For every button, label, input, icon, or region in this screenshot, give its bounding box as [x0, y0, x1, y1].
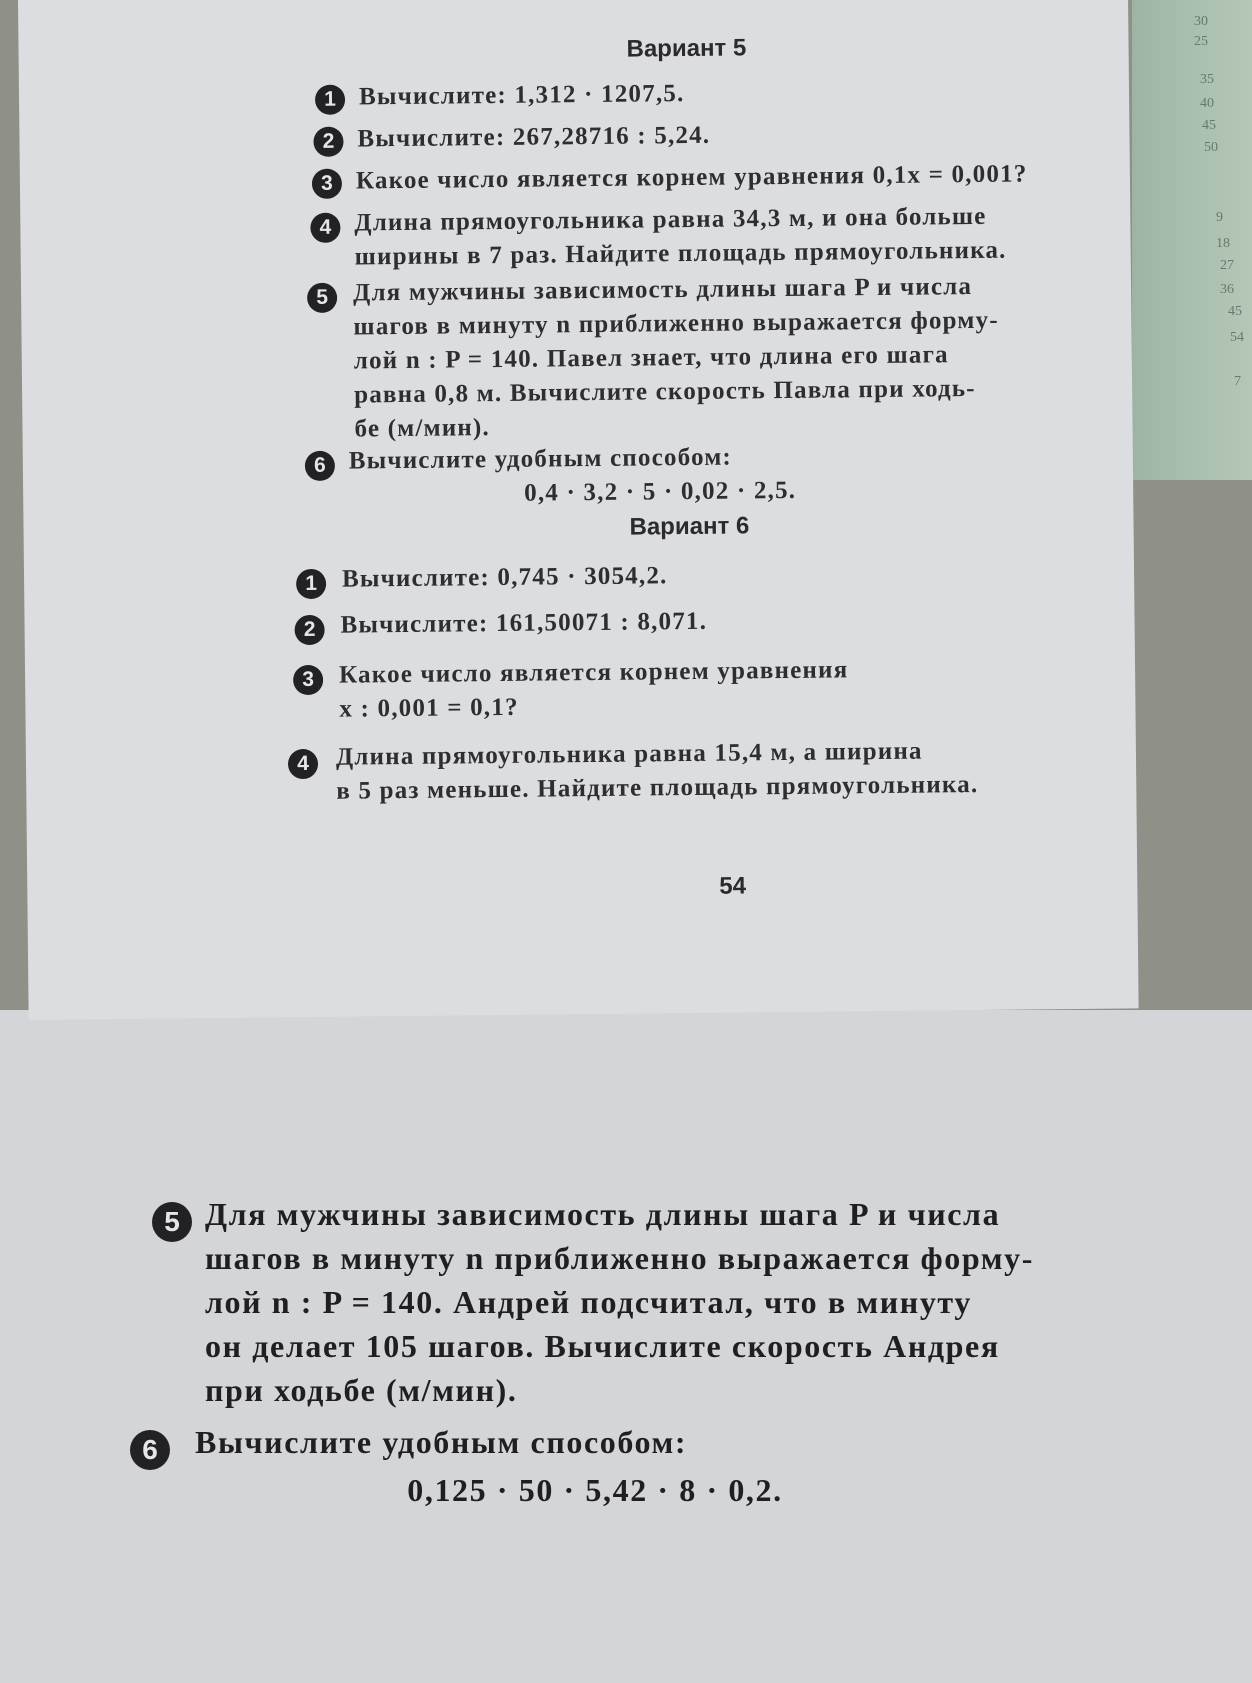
desk-mark: 30: [1194, 14, 1208, 29]
task-number-badge: 3: [293, 665, 323, 695]
task-number-badge: 5: [307, 283, 337, 313]
v5-task-2: [357, 119, 710, 157]
task-number-badge: 1: [315, 85, 345, 115]
task-line: Длина прямоугольника равна 34,3 м, и она больше: [354, 202, 987, 237]
page-number: 54: [719, 872, 747, 900]
task-line: x : 0,001 = 0,1?: [339, 693, 519, 723]
task-line: лой n : P = 140. Павел знает, что длина его шага: [353, 341, 949, 375]
v6-task-2: [340, 605, 707, 643]
task-line: лой n : P = 140. Андрей подсчитал, что в минуту: [205, 1284, 972, 1320]
v5-task-1: [359, 77, 685, 114]
task-line: при ходьбе (м/мин).: [205, 1372, 518, 1408]
v5-task-4: [354, 199, 1115, 275]
task-line: Длина прямоугольника равна 15,4 м, а ширина: [335, 737, 923, 771]
task-line: Вычислите удобным способом:: [195, 1424, 688, 1460]
desk-mark: 45: [1228, 304, 1242, 319]
v5-task-5: [353, 269, 1115, 447]
desk-mark: 50: [1204, 140, 1218, 155]
desk-mark: 54: [1230, 330, 1244, 345]
task-line: Вычислите: 267,28716 : 5,24.: [357, 121, 711, 153]
task-line: равна 0,8 м. Вычислите скорость Павла при ходь-: [354, 374, 976, 409]
v6-task-4: [336, 732, 1137, 808]
task-line: Вычислите: 0,745 · 3054,2.: [341, 562, 668, 593]
task-number-badge: 4: [310, 213, 340, 243]
desk-mark: 7: [1234, 374, 1241, 389]
desk-mark: 27: [1220, 258, 1234, 273]
task-number-badge: 4: [288, 749, 318, 779]
v6-task-3: [339, 651, 1100, 727]
task-line: ширины в 7 раз. Найдите площадь прямоугольника.: [354, 236, 1007, 271]
task-expression: 0,125 · 50 · 5,42 · 8 · 0,2.: [407, 1472, 783, 1508]
lower-page: [0, 1010, 1252, 1683]
task-line: шагов в минуту n приближенно выражается форму-: [353, 306, 999, 341]
v6-task-1: [342, 559, 668, 596]
task-line: Для мужчины зависимость длины шага P и числа: [205, 1196, 1001, 1232]
desk-mark: 18: [1216, 236, 1230, 251]
desk-mark: 25: [1194, 34, 1208, 49]
desk-mark: 45: [1202, 118, 1216, 133]
desk-mark: 9: [1216, 210, 1223, 225]
task-expression: 0,4 · 3,2 · 5 · 0,02 · 2,5.: [524, 476, 797, 507]
task-number-badge: 6: [305, 451, 335, 481]
desk-mark: 36: [1220, 282, 1234, 297]
desk-mark: 40: [1200, 96, 1214, 111]
task-number-badge: 5: [152, 1202, 192, 1242]
task-line: Какое число является корнем уравнения: [338, 656, 849, 689]
task-line: Вычислите: 161,50071 : 8,071.: [340, 607, 708, 639]
task-line: Вычислите удобным способом:: [348, 443, 733, 475]
variant-6-title: Вариант 6: [629, 512, 750, 541]
task-5-continued: [205, 1192, 1165, 1412]
task-number-badge: 2: [294, 615, 324, 645]
task-line: Для мужчины зависимость длины шага P и числа: [352, 273, 973, 307]
task-line: в 5 раз меньше. Найдите площадь прямоугольника.: [336, 770, 979, 805]
desk-mark: 35: [1200, 72, 1214, 87]
variant-5-title: Вариант 5: [626, 34, 747, 63]
task-6-continued: [195, 1420, 995, 1512]
task-line: он делает 105 шагов. Вычислите скорость Андрея: [205, 1328, 1000, 1364]
task-line: бе (м/мин).: [354, 414, 491, 443]
task-number-badge: 6: [130, 1430, 170, 1470]
task-number-badge: 1: [296, 569, 326, 599]
v5-task-3: [356, 157, 1028, 198]
v5-task-6: [349, 437, 1110, 513]
task-line: Какое число является корнем уравнения 0,1x = 0,001?: [355, 160, 1028, 195]
task-number-badge: 3: [312, 169, 342, 199]
background-desk: [1132, 0, 1252, 480]
task-number-badge: 2: [313, 127, 343, 157]
task-line: Вычислите: 1,312 · 1207,5.: [358, 80, 685, 111]
task-line: шагов в минуту n приближенно выражается форму-: [205, 1240, 1035, 1276]
upper-page: [18, 0, 1139, 1020]
